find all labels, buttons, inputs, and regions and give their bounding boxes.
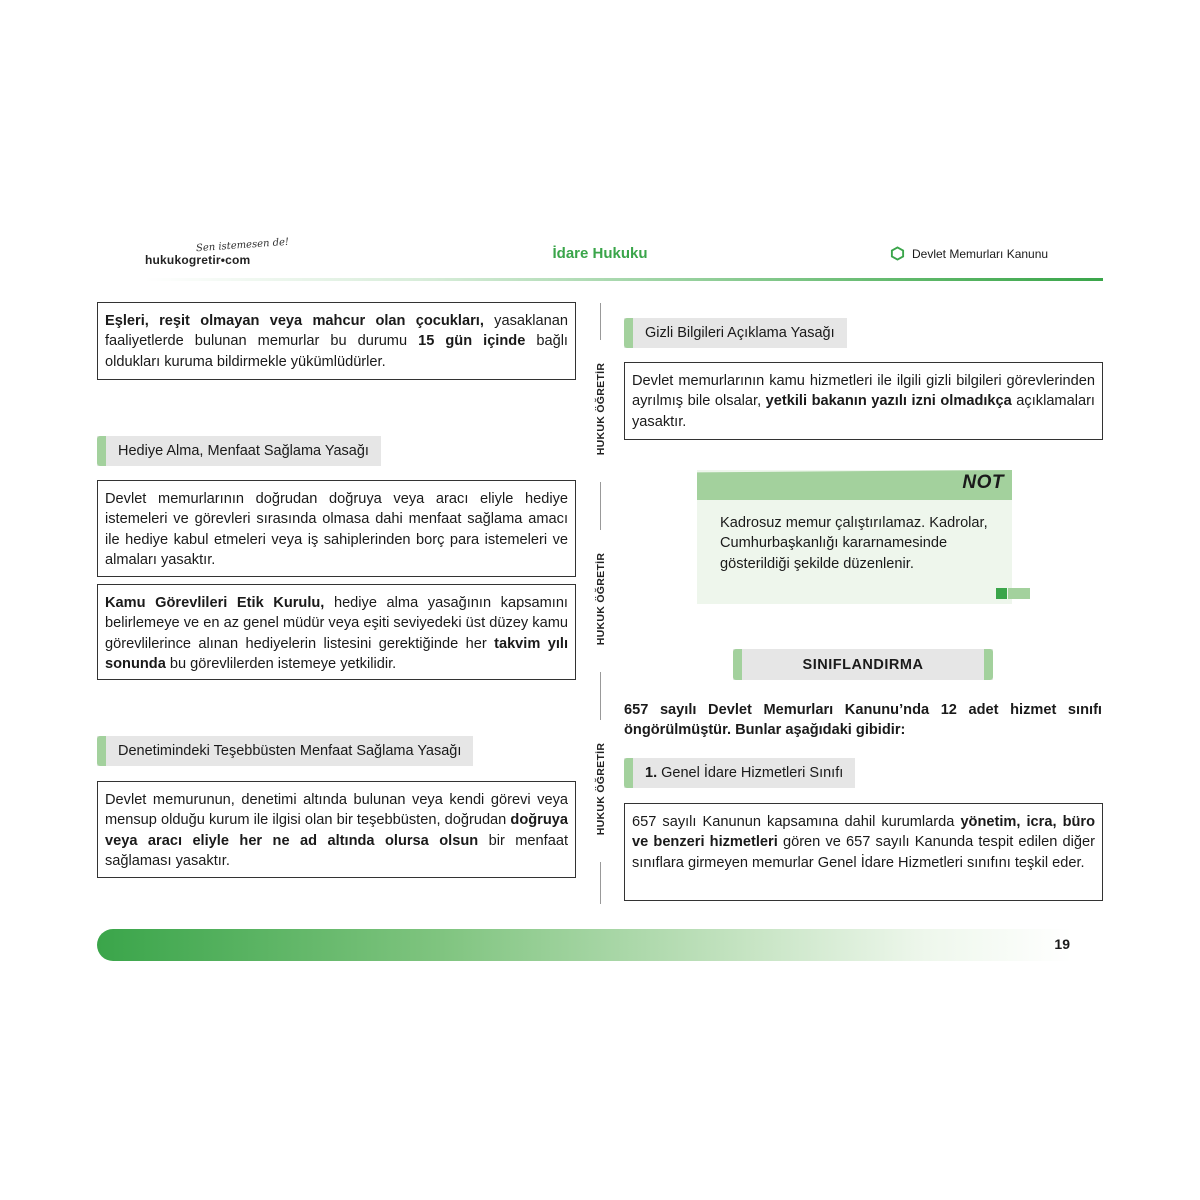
body-text: açıklamaları yasaktır.	[632, 393, 1095, 430]
classification-heading	[733, 649, 993, 680]
note-decoration	[1008, 588, 1030, 599]
body-text: bir menfaat sağlaması yasaktır.	[105, 832, 568, 869]
section-heading-gift	[97, 436, 381, 466]
section-heading-supervision	[97, 736, 473, 766]
info-box-supervision	[97, 781, 576, 878]
section-title: Devlet Memurları Kanunu	[912, 246, 1049, 261]
hexagon-icon	[890, 246, 905, 261]
heading-label: Genel İdare Hizmetleri Sınıfı	[657, 765, 844, 781]
info-box-gift	[97, 480, 576, 577]
bold-text: Eşleri, reşit olmayan veya mahcur olan çocukları,	[105, 313, 484, 329]
footer-bar	[97, 929, 1072, 961]
heading-text: Denetimindeki Teşebbüsten Menfaat Sağlama Yasağı	[118, 743, 462, 759]
body-text: 657 sayılı Kanunun kapsamına dahil kurumlarda	[632, 814, 961, 830]
watermark-label: HUKUK ÖĞRETİR	[595, 552, 607, 646]
body-text: bağlı oldukları kuruma bildirmekle yükümlüdürler.	[105, 333, 568, 370]
info-box-general-admin	[624, 803, 1103, 901]
column-divider	[600, 303, 601, 340]
body-text: Devlet memurlarının doğrudan doğruya veya aracı eliyle hediye istemeleri ve görevleri sırasında olmasa dahi menfaat sağlama amacı ile hediye kabul etmeleri veya iş sahiplerinden borç para istemeleri ve almaları yasaktır.	[105, 491, 568, 568]
page-title: İdare Hukuku	[552, 245, 648, 262]
note-label: NOT	[962, 472, 1004, 493]
heading-accent-bar	[97, 436, 106, 466]
bold-text: Kamu Görevlileri Etik Kurulu,	[105, 595, 325, 611]
bold-text: 15 gün içinde	[418, 333, 526, 350]
section-heading-confidential	[624, 318, 847, 348]
heading-accent-bar	[97, 736, 106, 766]
body-text: yasaklanan faaliyetlerde bulunan memurlar bu durumu	[105, 313, 568, 350]
body-text: Devlet memurunun, denetimi altında bulunan veya kendi görevi veya mensup olduğu kurum ile ilgisi olan bir teşebbüsten, doğrudan	[105, 792, 568, 829]
heading-text: Gizli Bilgileri Açıklama Yasağı	[645, 325, 835, 341]
note-decoration	[996, 588, 1007, 599]
heading-number: 1.	[645, 765, 658, 781]
heading-accent-bar	[733, 649, 742, 680]
info-box-ethics	[97, 584, 576, 680]
heading-text	[645, 765, 855, 781]
body-text: gören ve 657 sayılı Kanunda tespit edilen diğer sınıflara girmeyen memurlar Genel İdare Hizmetleri sınıfını teşkil eder.	[632, 834, 1095, 871]
heading-accent-bar	[624, 758, 633, 788]
bold-text: doğruya veya aracı eliyle her ne ad altında olursa olsun	[105, 812, 568, 849]
watermark-label: HUKUK ÖĞRETİR	[595, 742, 607, 836]
heading-accent-bar	[624, 318, 633, 348]
info-box-family	[97, 302, 576, 380]
heading-text: SINIFLANDIRMA	[802, 656, 924, 673]
page-number: 19	[1054, 936, 1070, 952]
bold-text: yetkili bakanın yazılı izni olmadıkça	[765, 393, 1012, 410]
watermark-label: HUKUK ÖĞRETİR	[595, 362, 607, 456]
bold-text: takvim yılı sonunda	[105, 635, 568, 672]
note-text: Kadrosuz memur çalıştırılamaz. Kadrolar, Cumhurbaşkanlığı kararnamesinde gösterildiği şekilde düzenlenir.	[720, 515, 988, 572]
body-text: bu görevlilerden istemeye yetkilidir.	[165, 655, 397, 672]
logo: hukukogretir•com	[145, 253, 251, 267]
section-label	[890, 246, 1048, 261]
column-divider	[600, 482, 601, 530]
heading-accent-bar	[984, 649, 993, 680]
classification-intro: 657 sayılı Devlet Memurları Kanunu’nda 12 adet hizmet sınıfı öngörülmüştür. Bunlar aşağıdaki gibidir:	[624, 702, 1102, 739]
body-text: Devlet memurlarının kamu hizmetleri ile ilgili gizli bilgileri görevlerinden ayrılmış bile olsalar,	[632, 373, 1095, 410]
column-divider	[600, 862, 601, 904]
logo-tagline: Sen istemesen de!	[195, 236, 290, 255]
body-text: hediye alma yasağının kapsamını belirlemeye ve en az genel müdür veya eşiti seviyedeki üst düzey kamu görevlilerince alınan hediyelerin listesini gerektiğinde her	[105, 595, 568, 652]
section-heading-general-admin	[624, 758, 855, 788]
header-divider	[145, 278, 1103, 281]
heading-text: Hediye Alma, Menfaat Sağlama Yasağı	[118, 443, 369, 459]
column-divider	[600, 672, 601, 720]
bold-text: yönetim, icra, büro ve benzeri hizmetleri	[632, 814, 1096, 851]
info-box-confidential	[624, 362, 1103, 440]
